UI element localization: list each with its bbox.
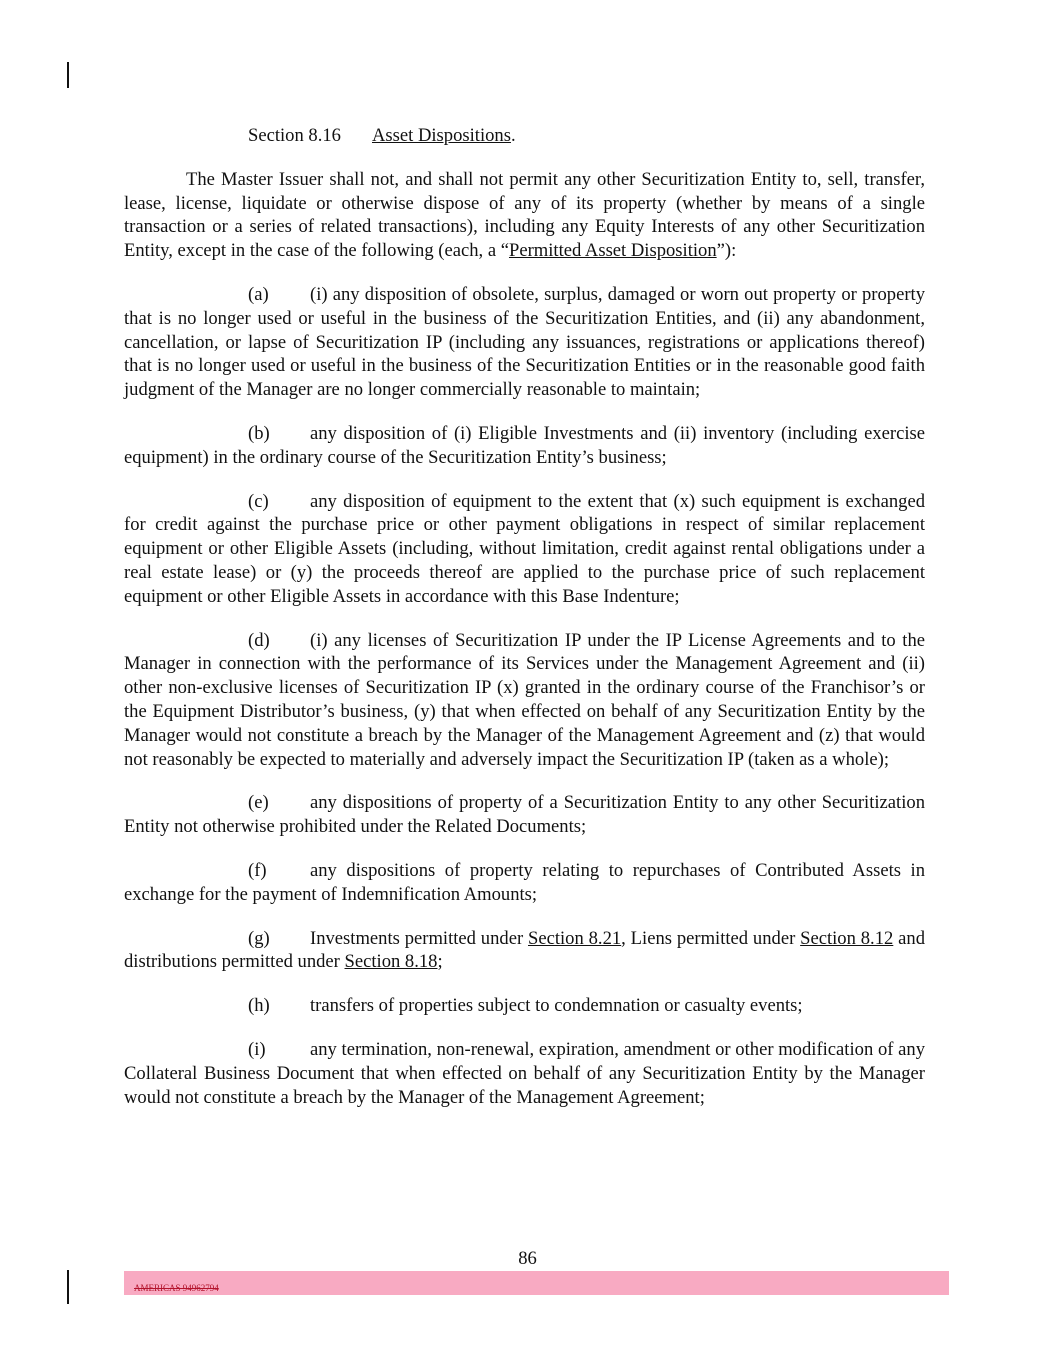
section-ref: Section 8.18 (344, 951, 438, 973)
clause-h: (h) transfers of properties subject to condemnation or casualty events; (248, 995, 803, 1017)
page-number: 86 (518, 1248, 537, 1269)
section-ref: Section 8.21 (528, 927, 622, 949)
revision-bar-bottom (67, 1270, 69, 1304)
section-heading: Section 8.16 Asset Dispositions. (248, 125, 516, 146)
section-title: Asset Dispositions (372, 125, 511, 146)
clause-d: (d) (i) any licenses of Securitization IP under the IP License Agreements and to the Manager in connection with the performance of its Services under the Management Agreement and (ii) other non-exclusive licenses of Securitization IP (x) granted in the ordinary course of the Franchisor’s or the Equipment Distributor’s business, (y) that when effected on behalf of any Securitization Entity by the Manager would not constitute a breach by the Manager of the Management Agreement and (z) that would not reasonably be expected to materially and adversely impact the Securitization IP (taken as a whole); (124, 629, 925, 770)
defined-term: Permitted Asset Disposition (508, 240, 717, 262)
clause-c: (c) any disposition of equipment to the extent that (x) such equipment is exchanged for credit against the purchase price or other payment obligations in respect of similar replacement equipment or other Eligible Assets (including, without limitation, credit against rental obligations under a real estate lease) or (y) the proceeds thereof are applied to the purchase price of such replacement equipment or other Eligible Assets in accordance with this Base Indenture; (124, 490, 925, 607)
clause-e: (e) any dispositions of property of a Securitization Entity to any other Securitization Entity not otherwise prohibited under the Related Documents; (124, 792, 925, 838)
clause-f: (f) any dispositions of property relating to repurchases of Contributed Assets in exchange for the payment of Indemnification Amounts; (124, 859, 925, 905)
section-number: Section 8.16 (248, 125, 341, 146)
revision-bar-top (67, 62, 69, 88)
clause-i: (i) any termination, non-renewal, expiration, amendment or other modification of any Collateral Business Document that when effected on behalf of any Securitization Entity by the Manager would not constitute a breach by the Manager of the Management Agreement; (124, 1038, 925, 1108)
footer-band (124, 1271, 949, 1295)
clause-b: (b) any disposition of (i) Eligible Investments and (ii) inventory (including exercise equipment) in the ordinary course of the Securitization Entity’s business; (124, 422, 925, 468)
document-body (124, 124, 925, 1109)
section-ref: Section 8.12 (800, 927, 894, 949)
document-id: AMERICAS 94962794 (134, 1283, 219, 1293)
clause-g: (g) Investments permitted under Section 8.21, Liens permitted under Section 8.12 and distributions permitted under Section 8.18; (124, 927, 925, 973)
intro-paragraph: The Master Issuer shall not, and shall not permit any other Securitization Entity to, sell, transfer, lease, license, liquidate or otherwise dispose of any of its property (whether by means of a single transaction or a series of related transactions), including any Equity Interests of any other Securitization Entity, except in the case of the following (each, a “Permitted Asset Disposition”): (124, 168, 925, 262)
clause-a: (a) (i) any disposition of obsolete, surplus, damaged or worn out property or property that is no longer used or useful in the business of the Securitization Entities, and (ii) any abandonment, cancellation, or lapse of Securitization IP (including any issuances, registrations or applications thereof) that is no longer used or useful in the business of the Securitization Entities or in the reasonable good faith judgment of the Manager are no longer commercially reasonable to maintain; (124, 283, 925, 401)
